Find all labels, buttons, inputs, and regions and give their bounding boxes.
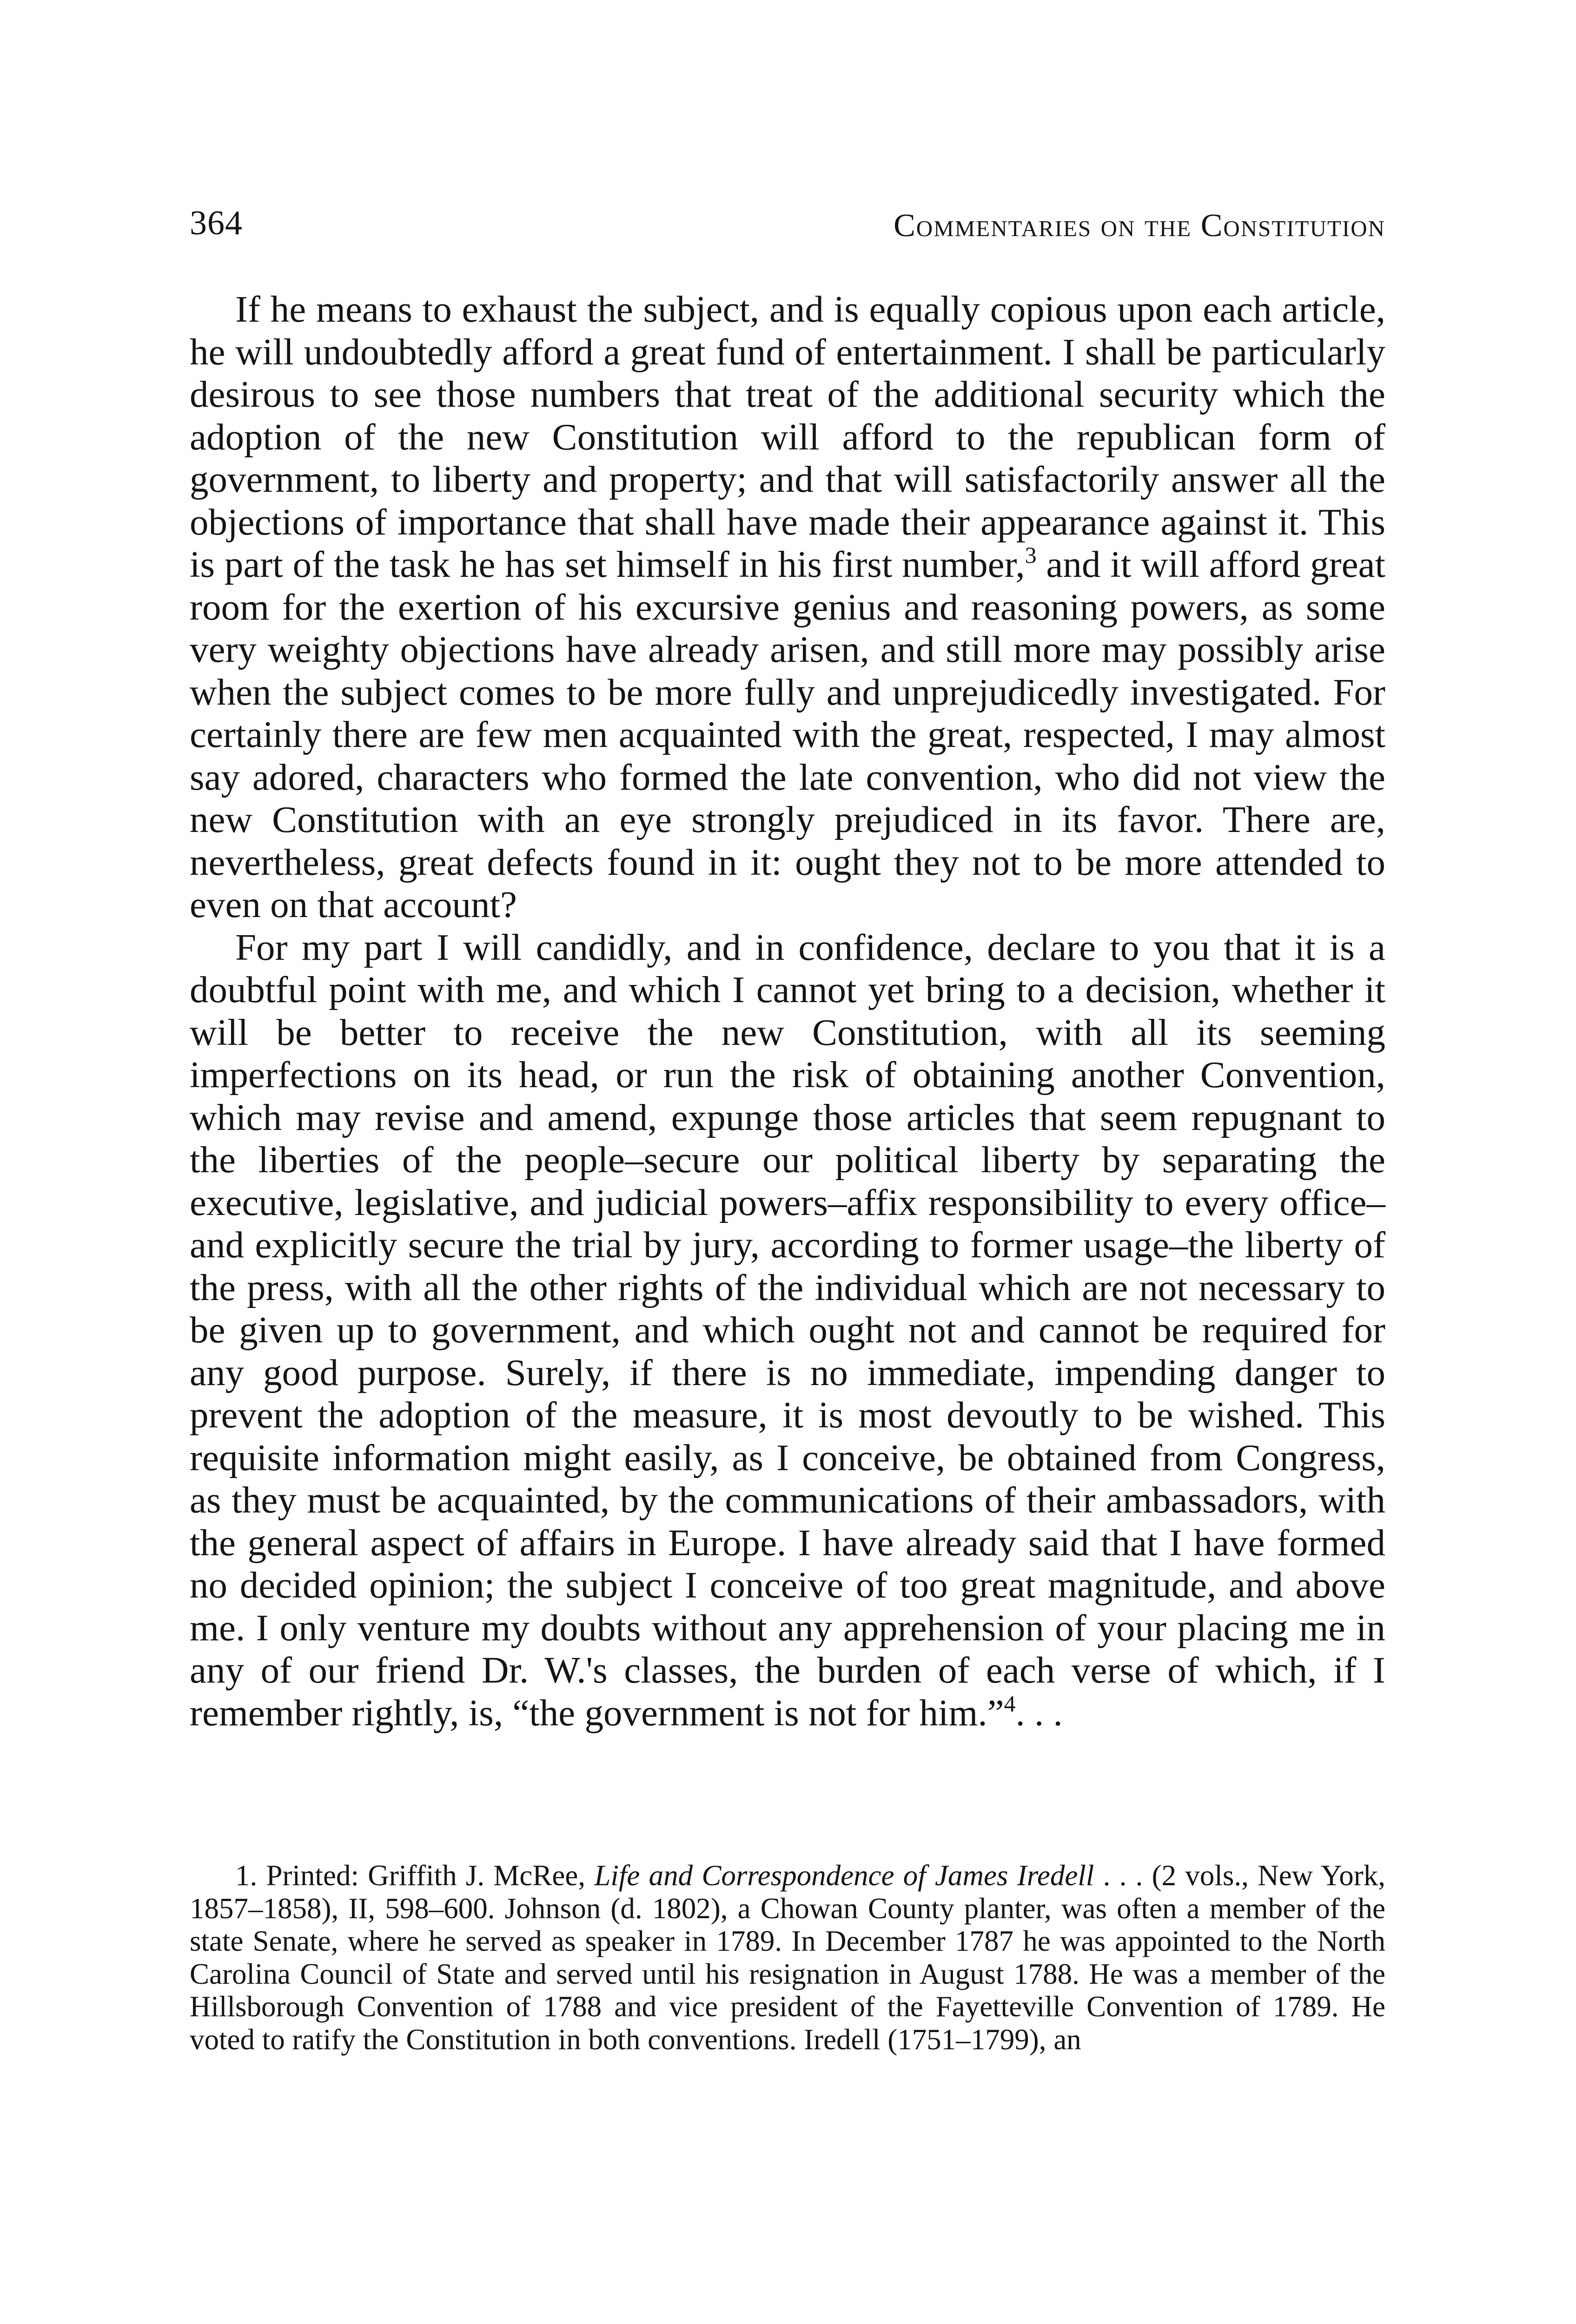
running-head: Commentaries on the Constitution: [894, 208, 1385, 244]
footnote: [190, 1859, 1385, 2056]
paragraph-text: and it will afford great room for the exertion of his excursive genius and reasoning powers, as some very weighty objections have already arisen, and still more may possibly arise when the subject comes to be more fully and unprejudicedly investigated. For certainly there are few men acquainted with the great, respected, I may almost say adored, characters who formed the late convention, who did not view the new Constitution with an eye strongly prejudiced in its favor. There are, nevertheless, great defects found in it: ought they not to be more attended to even on that account?: [190, 543, 1385, 925]
book-title: Life and Correspondence of James Iredell: [594, 1859, 1094, 1892]
paragraph-text: . . .: [1015, 1691, 1063, 1734]
paragraph-text: If he means to exhaust the subject, and is equally copious upon each article, he will undoubtedly afford a great fund of entertainment. I shall be particularly desirous to see those numbers that treat of the additional security which the adoption of the new Constitution will afford to the republican form of government, to liberty and property; and that will satisfactorily answer all the objections of importance that shall have made their appearance against it. This is part of the task he has set himself in his first number,: [190, 288, 1385, 585]
paragraph: [190, 926, 1385, 1735]
page-number: 364: [190, 204, 243, 242]
paragraph-text: For my part I will candidly, and in confidence, declare to you that it is a doubtful point with me, and which I cannot yet bring to a decision, whether it will be better to receive the new Constitution, with all its seeming imperfections on its head, or run the risk of obtaining another Convention, which may revise and amend, expunge those articles that seem repugnant to the liberties of the people–secure our political liberty by separating the executive, legislative, and judicial powers–affix responsibility to every office–and explicitly secure the trial by jury, according to former usage–the liberty of the press, with all the other rights of the individual which are not necessary to be given up to government, and which ought not and cannot be required for any good purpose. Surely, if there is no immediate, impending danger to prevent the adoption of the measure, it is most devoutly to be wished. This requisite information might easily, as I conceive, be obtained from Congress, as they must be acquainted, by the communications of their ambassadors, with the general aspect of affairs in Europe. I have already said that I have formed no decided opinion; the subject I conceive of too great magnitude, and above me. I only venture my doubts without any apprehension of your placing me in any of our friend Dr. W.'s classes, the burden of each verse of which, if I remember rightly, is, “the government is not for him.”: [190, 926, 1385, 1734]
main-text: [190, 288, 1385, 1734]
footnote-text: 1. Printed: Griffith J. McRee,: [235, 1859, 595, 1892]
footnotes: [190, 1859, 1385, 2056]
page-header: [190, 200, 1385, 251]
paragraph: [190, 288, 1385, 926]
note-reference: 3: [1025, 542, 1037, 568]
note-reference: 4: [1004, 1690, 1016, 1717]
footnote-text: . . . (2 vols., New York, 1857–1858), II, 598–600. Johnson (d. 1802), a Chowan County planter, was often a member of the state Senate, where he served as speaker in 1789. In December 1787 he was appointed to the North Carolina Council of State and served until his resignation in August 1788. He was a member of the Hillsborough Convention of 1788 and vice president of the Fayetteville Convention of 1789. He voted to ratify the Constitution in both conventions. Iredell (1751–1799), an: [190, 1859, 1386, 2056]
